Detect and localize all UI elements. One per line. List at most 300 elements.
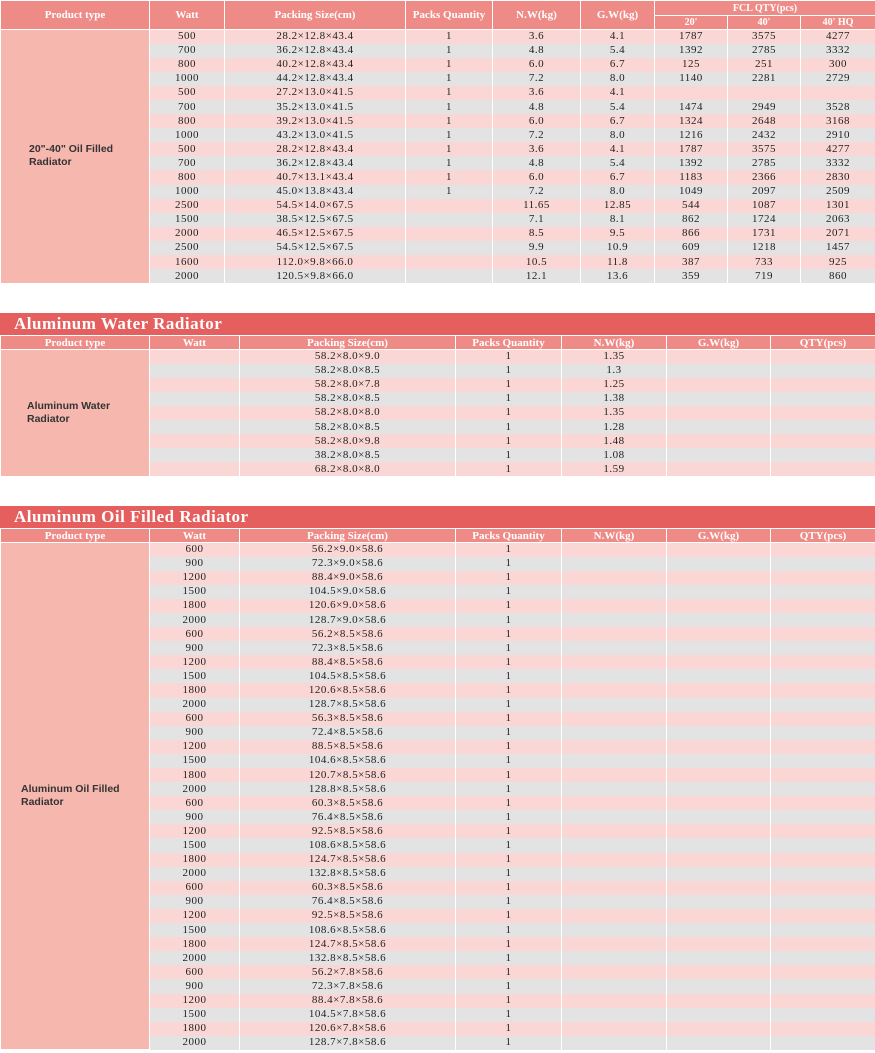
- gw-cell: [667, 796, 771, 810]
- watt-cell: 600: [150, 881, 240, 895]
- table-row: [1, 543, 875, 557]
- watt-cell: 1000: [150, 128, 225, 142]
- packing-size-cell: 60.3×8.5×58.6: [240, 881, 456, 895]
- fcl-40hq-cell: 2729: [801, 72, 875, 86]
- qty-cell: [771, 810, 875, 824]
- gw-cell: [667, 627, 771, 641]
- nw-cell: [562, 909, 667, 923]
- fcl-40hq-cell: 2910: [801, 128, 875, 142]
- watt-cell: 1500: [150, 838, 240, 852]
- packing-size-cell: 132.8×8.5×58.6: [240, 867, 456, 881]
- packing-size-cell: 27.2×13.0×41.5: [225, 86, 406, 100]
- watt-cell: 1800: [150, 1022, 240, 1036]
- nw-cell: [562, 641, 667, 655]
- header-product-type: Product type: [1, 1, 150, 30]
- packing-size-cell: 36.2×12.8×43.4: [225, 44, 406, 58]
- packing-size-cell: 128.7×8.5×58.6: [240, 698, 456, 712]
- header-nw: N.W(kg): [562, 336, 667, 350]
- fcl-40-cell: 2432: [728, 128, 801, 142]
- qty-cell: [771, 378, 875, 392]
- header-gw: G.W(kg): [581, 1, 655, 30]
- watt-cell: 1200: [150, 571, 240, 585]
- gw-cell: [667, 364, 771, 378]
- qty-cell: [771, 557, 875, 571]
- watt-cell: 2000: [150, 782, 240, 796]
- header-gw: G.W(kg): [667, 336, 771, 350]
- nw-cell: [562, 1036, 667, 1050]
- fcl-40hq-cell: 2063: [801, 213, 875, 227]
- packing-size-cell: 124.7×8.5×58.6: [240, 937, 456, 951]
- packing-size-cell: 43.2×13.0×41.5: [225, 128, 406, 142]
- nw-cell: 4.8: [493, 100, 581, 114]
- watt-cell: 700: [150, 100, 225, 114]
- fcl-20-cell: 1474: [655, 100, 728, 114]
- oil-filled-radiator-table: [0, 0, 875, 284]
- gw-cell: [667, 557, 771, 571]
- nw-cell: [562, 895, 667, 909]
- packing-size-cell: 58.2×8.0×8.5: [240, 420, 456, 434]
- watt-cell: 1800: [150, 683, 240, 697]
- fcl-40hq-cell: 2071: [801, 227, 875, 241]
- fcl-20-cell: 1324: [655, 114, 728, 128]
- packing-size-cell: 88.5×8.5×58.6: [240, 740, 456, 754]
- fcl-20-cell: 125: [655, 58, 728, 72]
- qty-cell: [771, 448, 875, 462]
- packs-quantity-cell: 1: [456, 392, 562, 406]
- qty-cell: [771, 406, 875, 420]
- qty-cell: [771, 683, 875, 697]
- packs-quantity-cell: 1: [406, 30, 493, 44]
- nw-cell: 1.35: [562, 350, 667, 364]
- gw-cell: 6.7: [581, 170, 655, 184]
- header-nw: N.W(kg): [562, 529, 667, 543]
- packing-size-cell: 40.2×12.8×43.4: [225, 58, 406, 72]
- watt-cell: 600: [150, 627, 240, 641]
- packs-quantity-cell: 1: [406, 156, 493, 170]
- watt-cell: 1200: [150, 824, 240, 838]
- fcl-40hq-cell: 925: [801, 255, 875, 269]
- nw-cell: 8.5: [493, 227, 581, 241]
- packing-size-cell: 128.7×9.0×58.6: [240, 613, 456, 627]
- packs-quantity-cell: 1: [456, 462, 562, 476]
- packs-quantity-cell: 1: [456, 378, 562, 392]
- packing-size-cell: 58.2×8.0×7.8: [240, 378, 456, 392]
- packs-quantity-cell: 1: [456, 1022, 562, 1036]
- gw-cell: [667, 599, 771, 613]
- packs-quantity-cell: 1: [456, 994, 562, 1008]
- qty-cell: [771, 420, 875, 434]
- watt-cell: 1500: [150, 585, 240, 599]
- gw-cell: [667, 768, 771, 782]
- packing-size-cell: 38.2×8.0×8.5: [240, 448, 456, 462]
- packs-quantity-cell: 1: [406, 86, 493, 100]
- gw-cell: 4.1: [581, 142, 655, 156]
- fcl-20-cell: 1392: [655, 156, 728, 170]
- nw-cell: [562, 712, 667, 726]
- packs-quantity-cell: 1: [456, 909, 562, 923]
- gw-cell: 5.4: [581, 100, 655, 114]
- packs-quantity-cell: 1: [456, 571, 562, 585]
- gw-cell: 5.4: [581, 156, 655, 170]
- gw-cell: [667, 979, 771, 993]
- packs-quantity-cell: 1: [406, 142, 493, 156]
- fcl-40-cell: 2785: [728, 156, 801, 170]
- fcl-20-cell: 544: [655, 199, 728, 213]
- nw-cell: [562, 613, 667, 627]
- packing-size-cell: 92.5×8.5×58.6: [240, 909, 456, 923]
- gw-cell: [667, 1022, 771, 1036]
- packs-quantity-cell: 1: [456, 683, 562, 697]
- qty-cell: [771, 895, 875, 909]
- watt-cell: 1600: [150, 255, 225, 269]
- watt-cell: 1200: [150, 909, 240, 923]
- nw-cell: [562, 867, 667, 881]
- packing-size-cell: 56.2×8.5×58.6: [240, 627, 456, 641]
- packs-quantity-cell: 1: [456, 740, 562, 754]
- nw-cell: 3.6: [493, 86, 581, 100]
- fcl-20-cell: 1183: [655, 170, 728, 184]
- gw-cell: 4.1: [581, 86, 655, 100]
- header-packs-quantity: Packs Quantity: [456, 336, 562, 350]
- packing-size-cell: 108.6×8.5×58.6: [240, 838, 456, 852]
- nw-cell: 7.1: [493, 213, 581, 227]
- watt-cell: 1500: [150, 754, 240, 768]
- watt-cell: [150, 350, 240, 364]
- fcl-40hq-cell: 1301: [801, 199, 875, 213]
- gw-cell: 9.5: [581, 227, 655, 241]
- qty-cell: [771, 462, 875, 476]
- fcl-40hq-cell: 300: [801, 58, 875, 72]
- watt-cell: 500: [150, 30, 225, 44]
- nw-cell: 1.48: [562, 434, 667, 448]
- gw-cell: [667, 350, 771, 364]
- gw-cell: 8.0: [581, 72, 655, 86]
- nw-cell: 6.0: [493, 170, 581, 184]
- gw-cell: [667, 937, 771, 951]
- nw-cell: [562, 979, 667, 993]
- nw-cell: [562, 853, 667, 867]
- nw-cell: 3.6: [493, 30, 581, 44]
- gw-cell: [667, 881, 771, 895]
- packing-size-cell: 60.3×8.5×58.6: [240, 796, 456, 810]
- qty-cell: [771, 979, 875, 993]
- packs-quantity-cell: 1: [456, 867, 562, 881]
- nw-cell: [562, 768, 667, 782]
- packing-size-cell: 72.3×8.5×58.6: [240, 641, 456, 655]
- packing-size-cell: 104.5×9.0×58.6: [240, 585, 456, 599]
- watt-cell: 1800: [150, 853, 240, 867]
- section-title-aluminum-oil-filled-radiator: Aluminum Oil Filled Radiator: [0, 506, 875, 528]
- packing-size-cell: 56.2×7.8×58.6: [240, 965, 456, 979]
- fcl-40-cell: 1218: [728, 241, 801, 255]
- nw-cell: 7.2: [493, 185, 581, 199]
- qty-cell: [771, 350, 875, 364]
- fcl-40hq-cell: 2509: [801, 185, 875, 199]
- packing-size-cell: 120.5×9.8×66.0: [225, 269, 406, 283]
- watt-cell: 2000: [150, 951, 240, 965]
- fcl-20-cell: 609: [655, 241, 728, 255]
- gw-cell: 8.0: [581, 128, 655, 142]
- fcl-20-cell: 1049: [655, 185, 728, 199]
- header-gw: G.W(kg): [667, 529, 771, 543]
- qty-cell: [771, 712, 875, 726]
- gw-cell: [667, 838, 771, 852]
- packing-size-cell: 120.6×7.8×58.6: [240, 1022, 456, 1036]
- nw-cell: [562, 585, 667, 599]
- gw-cell: [667, 655, 771, 669]
- gw-cell: [667, 462, 771, 476]
- watt-cell: 1500: [150, 923, 240, 937]
- watt-cell: 600: [150, 712, 240, 726]
- watt-cell: [150, 406, 240, 420]
- packing-size-cell: 120.6×9.0×58.6: [240, 599, 456, 613]
- fcl-40-cell: 733: [728, 255, 801, 269]
- gw-cell: [667, 867, 771, 881]
- section-title-aluminum-water-radiator: Aluminum Water Radiator: [0, 313, 875, 335]
- fcl-40-cell: 3575: [728, 30, 801, 44]
- gw-cell: [667, 543, 771, 557]
- gw-cell: [667, 585, 771, 599]
- qty-cell: [771, 1022, 875, 1036]
- watt-cell: 700: [150, 156, 225, 170]
- nw-cell: [562, 543, 667, 557]
- packing-size-cell: 76.4×8.5×58.6: [240, 895, 456, 909]
- qty-cell: [771, 853, 875, 867]
- packing-size-cell: 120.6×8.5×58.6: [240, 683, 456, 697]
- packs-quantity-cell: 1: [456, 350, 562, 364]
- packing-size-cell: 56.2×9.0×58.6: [240, 543, 456, 557]
- watt-cell: 900: [150, 979, 240, 993]
- fcl-40-cell: 2366: [728, 170, 801, 184]
- gw-cell: 13.6: [581, 269, 655, 283]
- fcl-40-cell: [728, 86, 801, 100]
- packing-size-cell: 88.4×7.8×58.6: [240, 994, 456, 1008]
- packs-quantity-cell: 1: [456, 627, 562, 641]
- packs-quantity-cell: 1: [456, 979, 562, 993]
- header-packing-size: Packing Size(cm): [240, 336, 456, 350]
- qty-cell: [771, 392, 875, 406]
- gw-cell: 5.4: [581, 44, 655, 58]
- packs-quantity-cell: 1: [456, 923, 562, 937]
- watt-cell: 1200: [150, 740, 240, 754]
- watt-cell: 1800: [150, 768, 240, 782]
- packing-size-cell: 40.7×13.1×43.4: [225, 170, 406, 184]
- packing-size-cell: 58.2×8.0×8.5: [240, 392, 456, 406]
- packs-quantity-cell: [406, 269, 493, 283]
- gw-cell: [667, 810, 771, 824]
- nw-cell: [562, 838, 667, 852]
- gw-cell: [667, 434, 771, 448]
- nw-cell: [562, 599, 667, 613]
- packing-size-cell: 58.2×8.0×9.0: [240, 350, 456, 364]
- gw-cell: [667, 698, 771, 712]
- packs-quantity-cell: 1: [456, 698, 562, 712]
- packs-quantity-cell: 1: [456, 434, 562, 448]
- gw-cell: [667, 420, 771, 434]
- watt-cell: [150, 364, 240, 378]
- fcl-20-cell: 862: [655, 213, 728, 227]
- table-row: [1, 350, 875, 364]
- nw-cell: [562, 698, 667, 712]
- packing-size-cell: 132.8×8.5×58.6: [240, 951, 456, 965]
- gw-cell: [667, 1036, 771, 1050]
- nw-cell: [562, 627, 667, 641]
- packs-quantity-cell: [406, 199, 493, 213]
- watt-cell: 900: [150, 810, 240, 824]
- qty-cell: [771, 599, 875, 613]
- packs-quantity-cell: 1: [456, 754, 562, 768]
- packing-size-cell: 46.5×12.5×67.5: [225, 227, 406, 241]
- fcl-40-cell: 3575: [728, 142, 801, 156]
- nw-cell: [562, 571, 667, 585]
- watt-cell: [150, 378, 240, 392]
- packing-size-cell: 92.5×8.5×58.6: [240, 824, 456, 838]
- fcl-40-cell: 1724: [728, 213, 801, 227]
- nw-cell: [562, 1022, 667, 1036]
- nw-cell: [562, 683, 667, 697]
- watt-cell: 900: [150, 641, 240, 655]
- watt-cell: 800: [150, 58, 225, 72]
- watt-cell: 1500: [150, 1008, 240, 1022]
- fcl-40-cell: 1731: [728, 227, 801, 241]
- packing-size-cell: 56.3×8.5×58.6: [240, 712, 456, 726]
- packs-quantity-cell: 1: [456, 782, 562, 796]
- packs-quantity-cell: 1: [456, 543, 562, 557]
- gw-cell: [667, 824, 771, 838]
- header-nw: N.W(kg): [493, 1, 581, 30]
- nw-cell: 1.3: [562, 364, 667, 378]
- packs-quantity-cell: 1: [456, 951, 562, 965]
- header-packing-size: Packing Size(cm): [240, 529, 456, 543]
- nw-cell: [562, 726, 667, 740]
- packing-size-cell: 88.4×9.0×58.6: [240, 571, 456, 585]
- packs-quantity-cell: 1: [456, 1008, 562, 1022]
- qty-cell: [771, 796, 875, 810]
- nw-cell: [562, 994, 667, 1008]
- qty-cell: [771, 543, 875, 557]
- qty-cell: [771, 627, 875, 641]
- packing-size-cell: 28.2×12.8×43.4: [225, 30, 406, 44]
- qty-cell: [771, 641, 875, 655]
- watt-cell: 2500: [150, 199, 225, 213]
- header-fcl-40: 40': [728, 16, 801, 30]
- nw-cell: 7.2: [493, 128, 581, 142]
- qty-cell: [771, 824, 875, 838]
- nw-cell: 9.9: [493, 241, 581, 255]
- watt-cell: [150, 462, 240, 476]
- packs-quantity-cell: 1: [456, 937, 562, 951]
- packs-quantity-cell: 1: [456, 585, 562, 599]
- packs-quantity-cell: 1: [456, 824, 562, 838]
- watt-cell: 1200: [150, 655, 240, 669]
- nw-cell: 11.65: [493, 199, 581, 213]
- packing-size-cell: 128.8×8.5×58.6: [240, 782, 456, 796]
- watt-cell: 2000: [150, 269, 225, 283]
- product-type-cell: Aluminum Water Radiator: [1, 350, 150, 477]
- gw-cell: [667, 895, 771, 909]
- watt-cell: 900: [150, 557, 240, 571]
- watt-cell: 2000: [150, 1036, 240, 1050]
- nw-cell: [562, 951, 667, 965]
- packs-quantity-cell: 1: [456, 669, 562, 683]
- packs-quantity-cell: 1: [456, 881, 562, 895]
- packing-size-cell: 76.4×8.5×58.6: [240, 810, 456, 824]
- packs-quantity-cell: 1: [456, 406, 562, 420]
- gw-cell: 6.7: [581, 114, 655, 128]
- nw-cell: [562, 754, 667, 768]
- gw-cell: 8.1: [581, 213, 655, 227]
- qty-cell: [771, 768, 875, 782]
- header-product-type: Product type: [1, 529, 150, 543]
- packs-quantity-cell: 1: [456, 1036, 562, 1050]
- qty-cell: [771, 923, 875, 937]
- packing-size-cell: 54.5×12.5×67.5: [225, 241, 406, 255]
- watt-cell: 2000: [150, 227, 225, 241]
- packs-quantity-cell: [406, 227, 493, 241]
- nw-cell: [562, 881, 667, 895]
- packing-size-cell: 72.3×9.0×58.6: [240, 557, 456, 571]
- nw-cell: 1.35: [562, 406, 667, 420]
- packing-size-cell: 38.5×12.5×67.5: [225, 213, 406, 227]
- header-fcl-qty: FCL QTY(pcs): [655, 1, 875, 16]
- packing-size-cell: 128.7×7.8×58.6: [240, 1036, 456, 1050]
- packing-size-cell: 88.4×8.5×58.6: [240, 655, 456, 669]
- nw-cell: 4.8: [493, 44, 581, 58]
- fcl-40-cell: 1087: [728, 199, 801, 213]
- nw-cell: 1.38: [562, 392, 667, 406]
- packing-size-cell: 39.2×13.0×41.5: [225, 114, 406, 128]
- packing-size-cell: 44.2×12.8×43.4: [225, 72, 406, 86]
- gw-cell: [667, 740, 771, 754]
- packs-quantity-cell: 1: [406, 72, 493, 86]
- fcl-20-cell: 1787: [655, 142, 728, 156]
- watt-cell: 1000: [150, 185, 225, 199]
- nw-cell: 12.1: [493, 269, 581, 283]
- packs-quantity-cell: 1: [456, 796, 562, 810]
- gw-cell: 12.85: [581, 199, 655, 213]
- packing-size-cell: 120.7×8.5×58.6: [240, 768, 456, 782]
- header-packing-size: Packing Size(cm): [225, 1, 406, 30]
- gw-cell: [667, 378, 771, 392]
- packing-size-cell: 72.4×8.5×58.6: [240, 726, 456, 740]
- product-type-cell: Aluminum Oil Filled Radiator: [1, 543, 150, 1050]
- fcl-40hq-cell: 3168: [801, 114, 875, 128]
- nw-cell: [562, 796, 667, 810]
- packing-size-cell: 35.2×13.0×41.5: [225, 100, 406, 114]
- packs-quantity-cell: 1: [456, 655, 562, 669]
- packs-quantity-cell: 1: [406, 58, 493, 72]
- fcl-40hq-cell: 4277: [801, 30, 875, 44]
- watt-cell: [150, 434, 240, 448]
- nw-cell: [562, 669, 667, 683]
- packs-quantity-cell: 1: [456, 726, 562, 740]
- packs-quantity-cell: 1: [456, 641, 562, 655]
- qty-cell: [771, 698, 875, 712]
- fcl-40-cell: 2648: [728, 114, 801, 128]
- gw-cell: [667, 712, 771, 726]
- header-packs-quantity: Packs Quantity: [456, 529, 562, 543]
- gw-cell: [667, 1008, 771, 1022]
- qty-cell: [771, 951, 875, 965]
- aluminum-oil-filled-radiator-table: [0, 528, 875, 1050]
- qty-cell: [771, 1036, 875, 1050]
- packs-quantity-cell: 1: [456, 965, 562, 979]
- packing-size-cell: 68.2×8.0×8.0: [240, 462, 456, 476]
- nw-cell: [562, 740, 667, 754]
- gw-cell: 4.1: [581, 30, 655, 44]
- gw-cell: [667, 683, 771, 697]
- fcl-20-cell: 1140: [655, 72, 728, 86]
